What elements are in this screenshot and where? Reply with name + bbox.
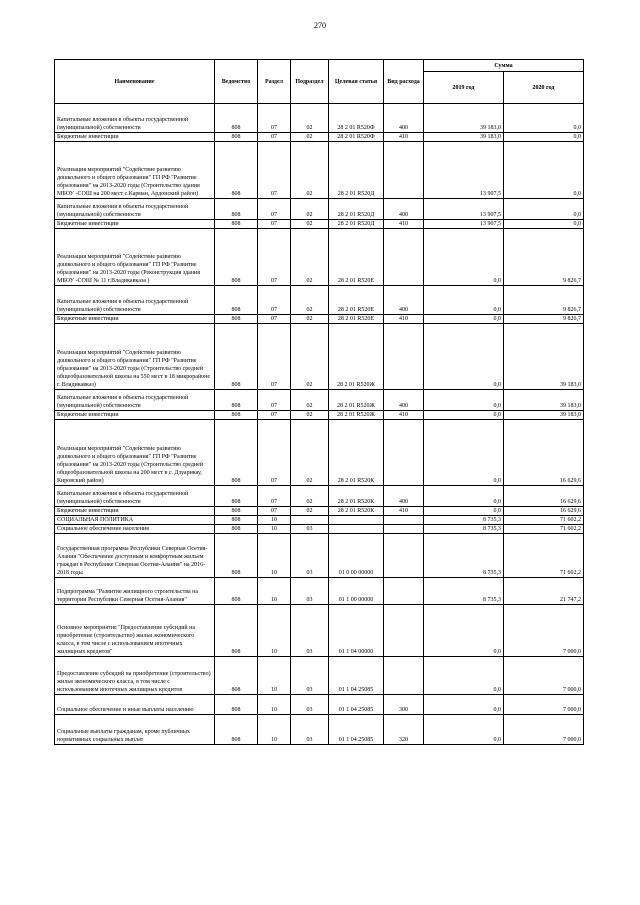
row-dept: 808 [215,657,258,695]
row-section: 07 [258,199,291,220]
table-row [55,516,584,525]
row-subsection: 02 [291,486,329,507]
row-expense [384,516,424,525]
row-value-2020: 16 629,6 [504,507,584,516]
row-dept: 808 [215,220,258,229]
table-row [55,695,584,715]
row-value-2019: 0,0 [424,715,504,745]
table-row [55,220,584,229]
row-value-2020: 39 183,0 [504,390,584,411]
row-dept: 808 [215,525,258,534]
row-section: 10 [258,516,291,525]
row-subsection: 03 [291,605,329,657]
row-target: 28 2 01 R520К [329,507,384,516]
row-dept: 808 [215,142,258,199]
col-header-name: Наименование [55,60,215,104]
row-section: 07 [258,420,291,486]
row-value-2019: 0,0 [424,390,504,411]
row-subsection: 02 [291,220,329,229]
page-number: 270 [314,21,326,30]
row-section: 07 [258,507,291,516]
row-dept: 808 [215,578,258,605]
row-value-2019: 0,0 [424,286,504,315]
row-value-2019: 0,0 [424,315,504,324]
row-value-2019: 13 907,5 [424,199,504,220]
row-expense: 410 [384,133,424,142]
row-expense [384,142,424,199]
row-dept: 808 [215,411,258,420]
row-value-2019: 0,0 [424,411,504,420]
row-value-2020: 0,0 [504,133,584,142]
col-header-2019: 2019 год [424,72,504,104]
row-expense [384,657,424,695]
row-target: 01 1 00 00000 [329,578,384,605]
row-section: 10 [258,715,291,745]
row-subsection: 02 [291,420,329,486]
row-value-2019: 0,0 [424,486,504,507]
row-target: 28 2 01 R520Е [329,229,384,286]
row-section: 07 [258,104,291,133]
row-name: Бюджетные инвестиции [55,220,215,229]
row-name: Государственная программа Республики Северная Осетия-Алания "Обеспечение доступным и комфортным жильем граждан в Республике Северная Осетия-Алания" на 2016-2018 годы [55,534,215,578]
row-name: Капитальные вложения в объекты государственной (муниципальной) собственности [55,486,215,507]
row-dept: 808 [215,286,258,315]
row-value-2020: 0,0 [504,199,584,220]
row-value-2020: 7 000,0 [504,605,584,657]
row-target: 28 2 01 R520Ж [329,324,384,390]
table-row [55,286,584,315]
row-dept: 808 [215,516,258,525]
row-value-2020: 9 826,7 [504,229,584,286]
row-dept: 808 [215,695,258,715]
row-section: 07 [258,324,291,390]
row-name: Бюджетные инвестиции [55,507,215,516]
row-subsection: 02 [291,104,329,133]
row-subsection: 02 [291,315,329,324]
row-expense [384,534,424,578]
row-value-2020: 7 000,0 [504,657,584,695]
row-value-2020: 39 183,0 [504,411,584,420]
row-value-2019: 39 183,0 [424,133,504,142]
table-row [55,605,584,657]
table-row [55,133,584,142]
row-value-2019: 0,0 [424,507,504,516]
table-row [55,534,584,578]
row-target: 28 2 01 R520Ж [329,390,384,411]
col-header-target: Целевая статья [329,60,384,104]
row-name: Реализация мероприятий "Содействие развитию дошкольного и общего образования" ГП РФ "Развитие образования" на 2013-2020 годы (Реконструкция здания МБОУ -СОШ № 11 г.Владикавказа ) [55,229,215,286]
row-section: 10 [258,578,291,605]
table-row [55,525,584,534]
table-row [55,411,584,420]
row-name: Реализация мероприятий "Содействие развитию дошкольного и общего образования" ГП РФ "Развитие образования" на 2013-2020 годы (Строительство средней общеобразовательной школы на 200 мест в с. Дзуарикау, Кировский район) [55,420,215,486]
row-name: Основное мероприятие "Предоставление субсидий на приобретение (строительство) жилья экономического класса, в том числе с использованием ипотечных жилищных кредитов" [55,605,215,657]
row-target: 28 2 01 R520Д [329,220,384,229]
row-expense [384,578,424,605]
row-target: 28 2 01 R520Е [329,286,384,315]
row-section: 07 [258,220,291,229]
row-expense: 400 [384,286,424,315]
row-expense: 300 [384,695,424,715]
row-section: 07 [258,486,291,507]
row-expense: 320 [384,715,424,745]
row-name: Капитальные вложения в объекты государственной (муниципальной) собственности [55,286,215,315]
row-section: 07 [258,315,291,324]
row-section: 07 [258,390,291,411]
row-value-2020: 9 826,7 [504,286,584,315]
row-name: СОЦИАЛЬНАЯ ПОЛИТИКА [55,516,215,525]
row-target: 28 2 01 R520Ф [329,133,384,142]
row-value-2019: 8 735,3 [424,516,504,525]
row-dept: 808 [215,507,258,516]
row-value-2019: 0,0 [424,605,504,657]
row-section: 07 [258,286,291,315]
row-subsection: 02 [291,142,329,199]
row-target: 28 2 01 R520Д [329,142,384,199]
row-section: 10 [258,657,291,695]
col-header-section: Раздел [258,60,291,104]
row-expense [384,324,424,390]
table-row [55,104,584,133]
row-target: 28 2 01 R520Д [329,199,384,220]
row-subsection [291,516,329,525]
row-expense: 410 [384,411,424,420]
table-row [55,229,584,286]
row-subsection: 02 [291,229,329,286]
row-subsection: 03 [291,657,329,695]
row-value-2020: 9 826,7 [504,315,584,324]
row-expense: 400 [384,390,424,411]
row-value-2019: 13 907,5 [424,220,504,229]
row-value-2020: 21 747,2 [504,578,584,605]
row-value-2019: 8 735,3 [424,525,504,534]
row-subsection: 02 [291,507,329,516]
row-target [329,516,384,525]
row-value-2019: 0,0 [424,324,504,390]
row-expense [384,229,424,286]
row-name: Капитальные вложения в объекты государственной (муниципальной) собственности [55,104,215,133]
row-name: Реализация мероприятий "Содействие развитию дошкольного и общего образования" ГП РФ "Развитие образования" на 2013-2020 годы (Строительство здания МБОУ -СОШ на 200 мест с.Карман, Ардонский район) [55,142,215,199]
row-value-2020: 71 602,2 [504,516,584,525]
col-header-2020: 2020 год [504,72,584,104]
row-name: Подпрограмма "Развитие жилищного строительства на территории Республики Северная Осетия-Алания" [55,578,215,605]
row-value-2020: 7 000,0 [504,715,584,745]
row-expense: 410 [384,507,424,516]
row-target: 28 2 01 R520Е [329,315,384,324]
col-header-expense: Вид расхода [384,60,424,104]
row-value-2019: 39 183,0 [424,104,504,133]
row-subsection: 02 [291,133,329,142]
row-dept: 808 [215,605,258,657]
row-expense [384,525,424,534]
table-row [55,420,584,486]
row-name: Предоставление субсидий на приобретение (строительство) жилья экономического класса, в том числе с использованием ипотечных жилищных кредитов [55,657,215,695]
row-value-2019: 0,0 [424,420,504,486]
row-target: 01 0 00 00000 [329,534,384,578]
row-name: Бюджетные инвестиции [55,133,215,142]
row-subsection: 02 [291,199,329,220]
col-header-dept: Ведомство [215,60,258,104]
table-row [55,507,584,516]
row-expense: 410 [384,220,424,229]
table-row [55,390,584,411]
row-dept: 808 [215,315,258,324]
table-row [55,486,584,507]
row-value-2019: 8 735,3 [424,578,504,605]
row-dept: 808 [215,324,258,390]
row-expense: 400 [384,199,424,220]
row-dept: 808 [215,420,258,486]
table-row [55,578,584,605]
row-subsection: 02 [291,411,329,420]
row-section: 10 [258,605,291,657]
row-name: Бюджетные инвестиции [55,411,215,420]
row-value-2020: 16 629,6 [504,486,584,507]
col-header-subsection: Подраздел [291,60,329,104]
table-row [55,324,584,390]
row-target: 28 2 01 R520Ж [329,411,384,420]
row-subsection: 03 [291,578,329,605]
row-dept: 808 [215,715,258,745]
budget-table [54,59,584,745]
row-subsection: 02 [291,390,329,411]
row-value-2020: 71 602,2 [504,534,584,578]
row-target: 01 1 04 25085 [329,695,384,715]
table-row [55,142,584,199]
row-subsection: 03 [291,715,329,745]
row-value-2020: 0,0 [504,142,584,199]
table-row [55,715,584,745]
row-expense: 400 [384,486,424,507]
row-section: 10 [258,534,291,578]
row-value-2019: 0,0 [424,695,504,715]
row-dept: 808 [215,104,258,133]
row-name: Бюджетные инвестиции [55,315,215,324]
row-name: Капитальные вложения в объекты государственной (муниципальной) собственности [55,390,215,411]
row-value-2020: 16 629,6 [504,420,584,486]
row-value-2020: 0,0 [504,220,584,229]
row-subsection: 02 [291,286,329,315]
row-value-2020: 39 183,0 [504,324,584,390]
row-target [329,525,384,534]
row-name: Капитальные вложения в объекты государственной (муниципальной) собственности [55,199,215,220]
row-dept: 808 [215,133,258,142]
row-target: 01 1 04 00000 [329,605,384,657]
row-subsection: 03 [291,534,329,578]
row-subsection: 02 [291,324,329,390]
row-section: 07 [258,133,291,142]
row-value-2020: 7 000,0 [504,695,584,715]
row-section: 10 [258,525,291,534]
row-section: 07 [258,142,291,199]
row-expense: 410 [384,315,424,324]
row-dept: 808 [215,534,258,578]
row-value-2019: 13 907,5 [424,142,504,199]
row-target: 01 1 04 25085 [329,657,384,695]
row-section: 10 [258,695,291,715]
row-name: Социальное обеспечение и иные выплаты населению [55,695,215,715]
row-dept: 808 [215,390,258,411]
row-section: 07 [258,411,291,420]
row-subsection: 03 [291,525,329,534]
table-row [55,657,584,695]
col-header-sum: Сумма [424,60,584,72]
row-dept: 808 [215,486,258,507]
row-name: Социальные выплаты гражданам, кроме публичных нормативных социальных выплат [55,715,215,745]
row-value-2019: 8 735,3 [424,534,504,578]
row-target: 28 2 01 R520К [329,420,384,486]
row-section: 07 [258,229,291,286]
row-expense: 400 [384,104,424,133]
row-name: Реализация мероприятий "Содействие развитию дошкольного и общего образования" ГП РФ "Развитие образования" на 2013-2020 годы (Строительство средней общеобразовательной школы на 550 мест в 18 микрорайоне г. Владикавказ) [55,324,215,390]
table-row [55,199,584,220]
row-expense [384,605,424,657]
row-value-2019: 0,0 [424,229,504,286]
row-dept: 808 [215,199,258,220]
table-row [55,315,584,324]
row-target: 28 2 01 R520Ф [329,104,384,133]
row-value-2019: 0,0 [424,657,504,695]
row-value-2020: 0,0 [504,104,584,133]
row-target: 28 2 01 R520К [329,486,384,507]
row-name: Социальное обеспечение населения [55,525,215,534]
row-value-2020: 71 602,2 [504,525,584,534]
row-target: 01 1 04 25085 [329,715,384,745]
row-expense [384,420,424,486]
row-dept: 808 [215,229,258,286]
row-subsection: 03 [291,695,329,715]
